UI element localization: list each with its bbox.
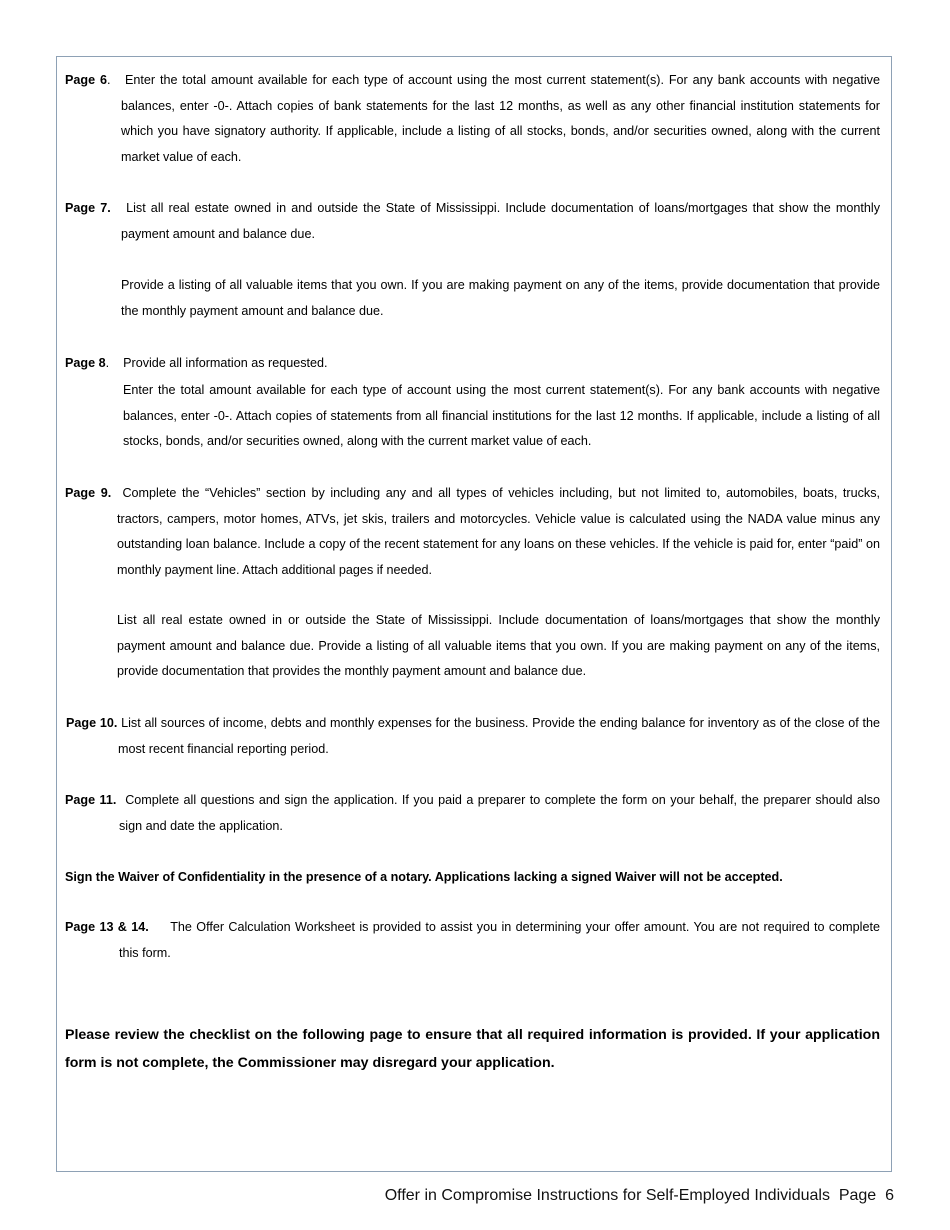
page8-text-2: Enter the total amount available for each type of account using the most current statement(s). For any bank accounts with negative balances, enter -0-. Attach copies of statements from all financial institutions for the last 12 months. If applicable, include a listing of all stocks, bonds, and/or securities owned, along with the current market value of each. <box>123 383 880 449</box>
page11-paragraph <box>65 788 880 839</box>
footer-title: Offer in Compromise Instructions for Self-Employed Individuals <box>384 1187 830 1204</box>
page6-paragraph: Page 6. Enter the total amount available for each type of account using the most current statement(s). For any bank accounts with negative balances, enter -0-. Attach copies of bank statements for the last 12 months, as well as any other financial institution statements for which you have signatory authority. If applicable, include a listing of all stocks, bonds, and/or securities owned, along with the current market value of each. <box>65 73 880 165</box>
page8-text: Provide all information as requested. <box>123 356 328 370</box>
page9-paragraph <box>65 481 880 584</box>
page9-text-2: List all real estate owned in or outside the State of Mississippi. Include documentation of loans/mortgages that show the monthly payment amount and balance due. Provide a listing of all valuable items that you own. If you are making payment on any of the items, provide documentation that provides the monthly payment amount and balance due. <box>117 613 880 679</box>
page13-14-text: The Offer Calculation Worksheet is provided to assist you in determining your offer amount. You are not required to complete this form. <box>119 920 880 960</box>
page8-heading-line: Page 8. Provide all information as requested. <box>65 356 328 370</box>
page8-paragraph-2 <box>123 378 880 455</box>
waiver-note <box>65 865 880 891</box>
page13-14-label: Page 13 & 14. <box>65 920 149 934</box>
page11-text: Complete all questions and sign the application. If you paid a preparer to complete the form on your behalf, the preparer should also sign and date the application. <box>119 793 880 833</box>
page7-paragraph-2 <box>121 273 880 324</box>
page7-label: Page 7. <box>65 201 111 215</box>
page8-label: Page 8 <box>65 356 106 370</box>
page9-paragraph-2 <box>117 608 880 685</box>
waiver-text: Sign the Waiver of Confidentiality in the presence of a notary. Applications lacking a signed Waiver will not be accepted. <box>65 870 783 884</box>
page10-text: List all sources of income, debts and monthly expenses for the business. Provide the ending balance for inventory as of the close of the most recent financial reporting period. <box>118 716 881 756</box>
final-note-text: Please review the checklist on the following page to ensure that all required information is provided. If your application form is not complete, the Commissioner may disregard your application. <box>65 1027 880 1072</box>
page9-text: Complete the “Vehicles” section by including any and all types of vehicles including, but not limited to, automobiles, boats, trucks, tractors, campers, motor homes, ATVs, jet skis, trailers and motorcycles. Vehicle value is calculated using the NADA value minus any outstanding loan balance. Include a copy of the recent statement for any loans on these vehicles. If the vehicle is paid for, enter “paid” on monthly payment line. Attach additional pages if needed. <box>117 486 881 578</box>
page-footer <box>385 1187 894 1205</box>
page7-paragraph <box>65 196 880 247</box>
page10-label: Page 10. <box>66 716 118 730</box>
final-note <box>65 1021 880 1078</box>
page10-paragraph <box>66 711 880 762</box>
page6-label: Page 6 <box>65 73 107 87</box>
page11-label: Page 11. <box>65 793 117 807</box>
page7-text: List all real estate owned in and outside the State of Mississippi. Include documentation of loans/mortgages that show the monthly payment amount and balance due. <box>121 201 880 241</box>
page6-text: Enter the total amount available for each type of account using the most current statement(s). For any bank accounts with negative balances, enter -0-. Attach copies of bank statements for the last 12 months, as well as any other financial institution statements for which you have signatory authority. If applicable, include a listing of all stocks, bonds, and/or securities owned, along with the current market value of each. <box>121 73 880 165</box>
page9-label: Page 9. <box>65 486 112 500</box>
page13-14-paragraph <box>65 915 880 966</box>
footer-page-number: 6 <box>885 1187 894 1204</box>
page7-text-2: Provide a listing of all valuable items that you own. If you are making payment on any of the items, provide documentation that provide the monthly payment amount and balance due. <box>121 278 880 318</box>
footer-page-label: Page <box>838 1187 877 1204</box>
